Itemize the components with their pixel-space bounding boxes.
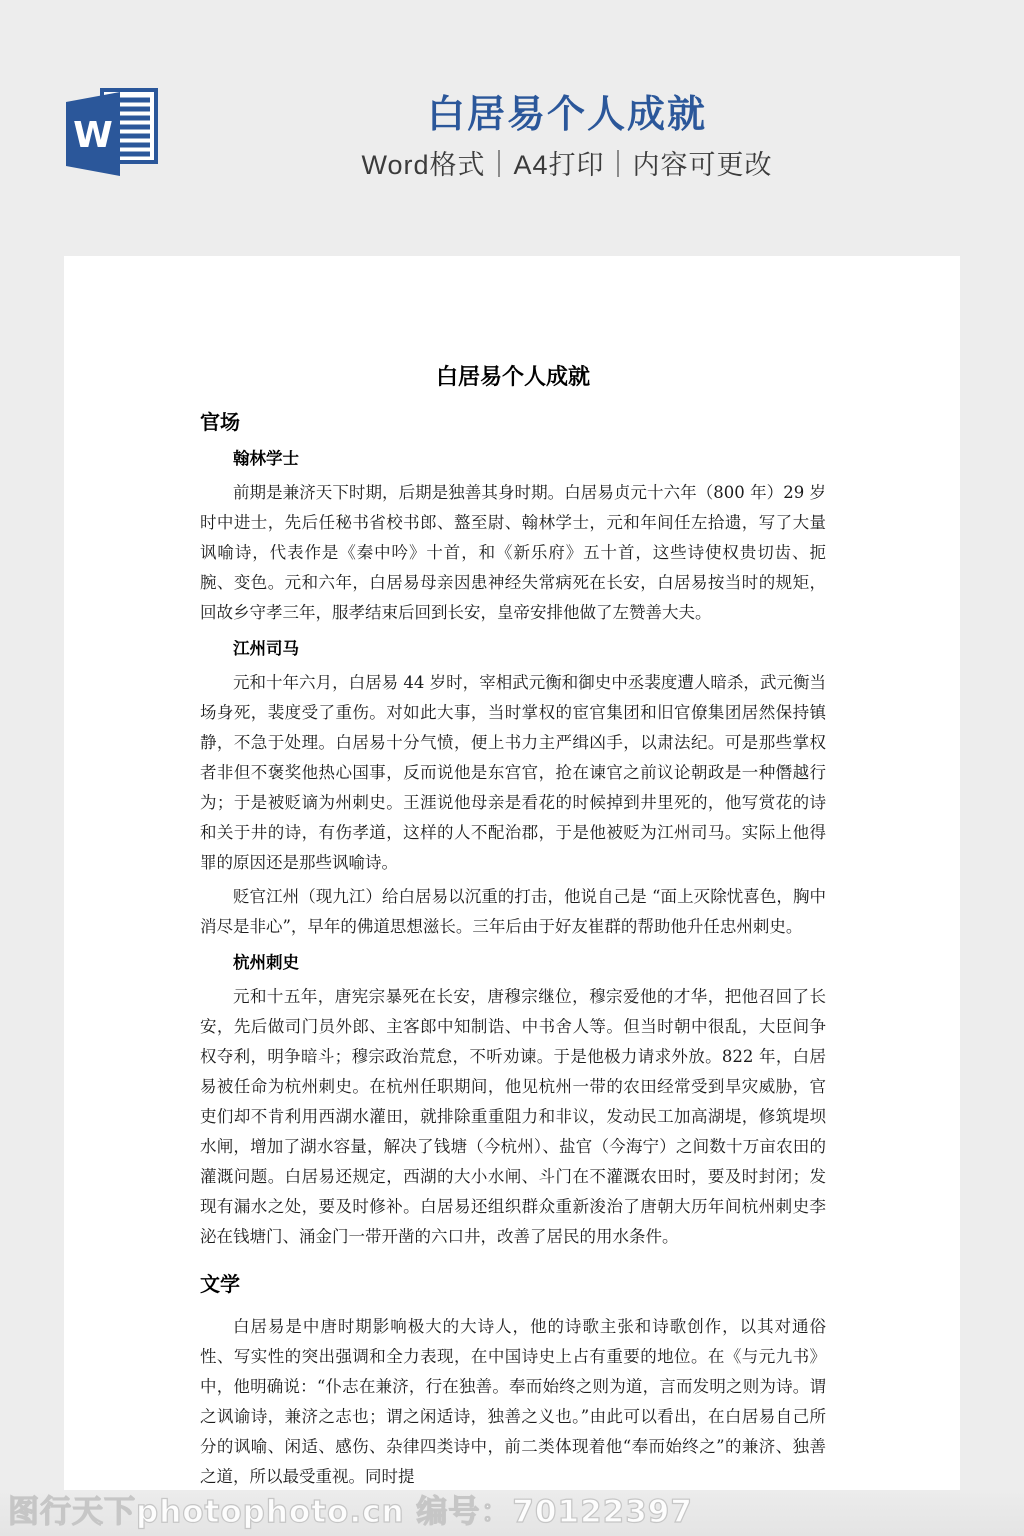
sub-heading-jiangzhou-sima: 江州司马	[233, 639, 299, 658]
header-text-block	[110, 92, 1024, 182]
document-title: 白居易个人成就	[435, 364, 590, 390]
paragraph: 白居易是中唐时期影响极大的大诗人，他的诗歌主张和诗歌创作，以其对通俗性、写实性的突出强调和全力表现，在中国诗史上占有重要的地位。在《与元九书》中，他明确说：“仆志在兼济，行在独善。奉而始终之则为道，言而发明之则为诗。谓之讽谕诗，兼济之志也；谓之闲适诗，独善之义也。”由此可以看出，在白居易自己所分的讽喻、闲适、感伤、杂律四类诗中，前二类体现着他“奉而始终之”的兼济、独善之道，所以最受重视。同时提	[200, 1317, 826, 1486]
section-heading-wenxue: 文学	[200, 1272, 240, 1296]
template-subtitle: Word格式｜A4打印｜内容可更改	[361, 150, 773, 180]
section-heading-guanchang: 官场	[200, 410, 240, 434]
template-title: 白居易个人成就	[426, 94, 707, 136]
paragraph: 贬官江州（现九江）给白居易以沉重的打击，他说自己是 “面上灭除忧喜色，胸中消尽是非心”，早年的佛道思想滋长。三年后由于好友崔群的帮助他升任忠州刺史。	[200, 887, 826, 936]
watermark-text: 图行天下photophoto.cn 编号：70122397	[8, 1494, 693, 1530]
document-page	[64, 256, 960, 1536]
svg-text:W: W	[73, 115, 113, 156]
paragraph: 元和十五年，唐宪宗暴死在长安，唐穆宗继位，穆宗爱他的才华，把他召回了长安，先后做司门员外郎、主客郎中知制诰、中书舍人等。但当时朝中很乱，大臣间争权夺利，明争暗斗；穆宗政治荒怠，不听劝谏。于是他极力请求外放。822 年，白居易被任命为杭州刺史。在杭州任职期间，他见杭州一带的农田经常受到旱灾威胁，官吏们却不肯利用西湖水灌田，就排除重重阻力和非议，发动民工加高湖堤，修筑堤坝水闸，增加了湖水容量，解决了钱塘（今杭州）、盐官（今海宁）之间数十万亩农田的灌溉问题。白居易还规定，西湖的大小水闸、斗门在不灌溉农田时，要及时封闭；发现有漏水之处，要及时修补。白居易还组织群众重新浚治了唐朝大历年间杭州刺史李泌在钱塘门、涌金门一带开凿的六口井，改善了居民的用水条件。	[200, 987, 826, 1246]
paragraph: 元和十年六月，白居易 44 岁时，宰相武元衡和御史中丞裴度遭人暗杀，武元衡当场身死，裴度受了重伤。对如此大事，当时掌权的宦官集团和旧官僚集团居然保持镇静，不急于处理。白居易十分气愤，便上书力主严缉凶手，以肃法纪。可是那些掌权者非但不褒奖他热心国事，反而说他是东宫官，抢在谏官之前议论朝政是一种僭越行为；于是被贬谪为州刺史。王涯说他母亲是看花的时候掉到井里死的，他写赏花的诗和关于井的诗，有伤孝道，这样的人不配治郡，于是他被贬为江州司马。实际上他得罪的原因还是那些讽喻诗。	[200, 673, 826, 872]
sub-heading-hangzhou-cishi: 杭州刺史	[233, 953, 299, 972]
paragraph: 前期是兼济天下时期，后期是独善其身时期。白居易贞元十六年（800 年）29 岁时中进士，先后任秘书省校书郎、盩至尉、翰林学士，元和年间任左拾遗，写了大量讽喻诗，代表作是《秦中吟》十首，和《新乐府》五十首，这些诗使权贵切齿、扼腕、变色。元和六年，白居易母亲因患神经失常病死在长安，白居易按当时的规矩，回故乡守孝三年，服孝结束后回到长安，皇帝安排他做了左赞善大夫。	[200, 483, 826, 622]
watermark-bar	[0, 1490, 1024, 1536]
sub-heading-hanlin-xueshi: 翰林学士	[233, 449, 299, 468]
template-header	[0, 0, 1024, 256]
